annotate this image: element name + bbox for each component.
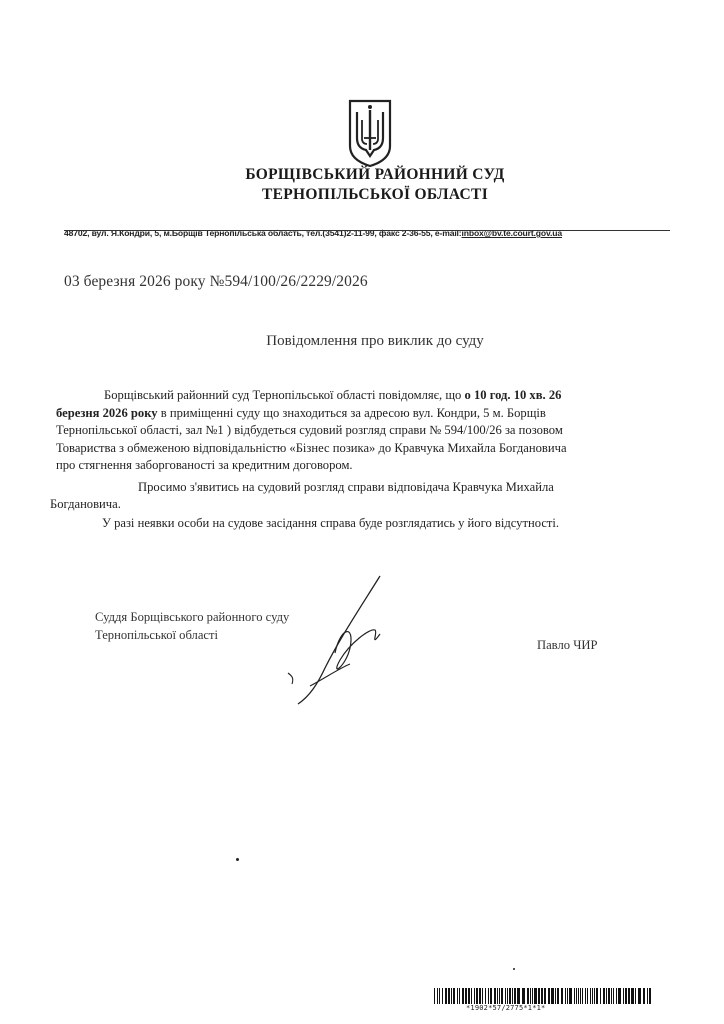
coat-of-arms-emblem — [347, 98, 393, 168]
barcode-number: *1902*57/2775*1*1* — [466, 1004, 546, 1012]
court-name-line2: ТЕРНОПІЛЬСЬКОЇ ОБЛАСТІ — [261, 186, 489, 203]
position-line2: Тернопільської області — [95, 628, 219, 642]
text-line: Просимо з'явитись на судовий розгляд справи відповідача Кравчука Михайла — [138, 480, 554, 494]
header-divider — [64, 230, 670, 231]
hearing-date: березня 2026 року — [56, 405, 158, 420]
court-email: inbox@bv.te.court.gov.ua — [461, 228, 562, 238]
text-line: про стягнення заборгованості за кредитним договором. — [56, 458, 353, 472]
request-paragraph — [50, 479, 670, 513]
barcode — [434, 988, 652, 1004]
judge-position — [95, 608, 289, 644]
speck — [236, 858, 239, 861]
document-title: Повідомлення про виклик до суду — [266, 333, 484, 349]
court-name-line1: БОРЩІВСЬКИЙ РАЙОННИЙ СУД — [245, 166, 505, 183]
date-and-number: 03 березня 2026 року №594/100/26/2229/2026 — [64, 273, 368, 290]
judge-name: Павло ЧИР — [537, 638, 598, 652]
text-line: березня 2026 року в приміщенні суду що знаходиться за адресою вул. Кондри, 5 м. Борщів — [56, 405, 546, 420]
speck — [513, 968, 515, 970]
text-line: Тернопільської області, зал №1 ) відбудеться судовий розгляд справи № 594/100/26 за позовом — [56, 423, 563, 437]
text-line: Богдановича. — [50, 497, 121, 511]
court-name — [150, 165, 600, 205]
text-line: Товариства з обмеженою відповідальністю «Бізнес позика» до Кравчука Михайла Богдановича — [56, 440, 567, 455]
text-line: Борщівський районний суд Тернопільської області повідомляє, що о 10 год. 10 хв. 26 — [104, 388, 562, 402]
notice-paragraph — [56, 387, 668, 475]
hearing-time: о 10 год. 10 хв. 26 — [464, 388, 562, 402]
address-text: 48702, вул. Я.Кондри, 5, м.Борщів Тернопільська область, тел.(3541)2-11-99, факс 2-36-55, e-mail: — [64, 228, 462, 238]
absence-warning: У разі неявки особи на судове засідання справа буде розглядатись у його відсутності. — [102, 516, 560, 530]
handwritten-signature — [280, 568, 410, 708]
position-line1: Суддя Борщівського районного суду — [95, 610, 290, 624]
